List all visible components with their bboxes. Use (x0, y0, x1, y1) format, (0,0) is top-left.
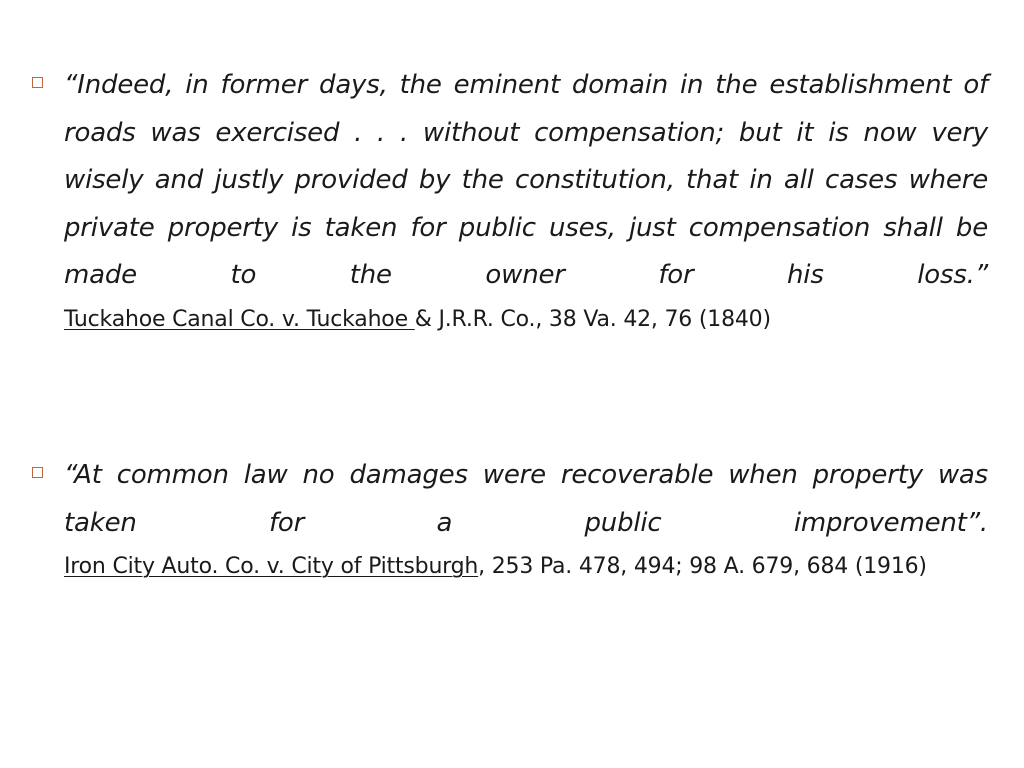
bullet-item-iron-city (32, 452, 988, 587)
quote-text: “At common law no damages were recoverable when property was taken for a public improvement”. (64, 460, 988, 538)
citation-reporter: , 253 Pa. 478, 494; 98 A. 679, 684 (1916) (478, 554, 927, 579)
square-bullet-icon (32, 77, 43, 88)
quote-text: “Indeed, in former days, the eminent domain in the establishment of roads was exercised . . . without compensation; but it is now very wisely and justly provided by the constitution, that in all cases where private property is taken for public uses, just compensation shall be made to the owner for his loss.” (64, 70, 988, 290)
bullet-body (64, 452, 988, 587)
square-bullet-icon (32, 467, 43, 478)
case-name: Tuckahoe Canal Co. v. Tuckahoe (64, 306, 415, 332)
bullet-item-tuckahoe (32, 62, 988, 340)
case-citation (64, 300, 988, 340)
case-name: Iron City Auto. Co. v. City of Pittsburgh (64, 554, 479, 579)
bullet-body (64, 62, 988, 340)
case-citation (64, 547, 988, 587)
citation-reporter: & J.R.R. Co., 38 Va. 42, 76 (1840) (414, 306, 771, 332)
